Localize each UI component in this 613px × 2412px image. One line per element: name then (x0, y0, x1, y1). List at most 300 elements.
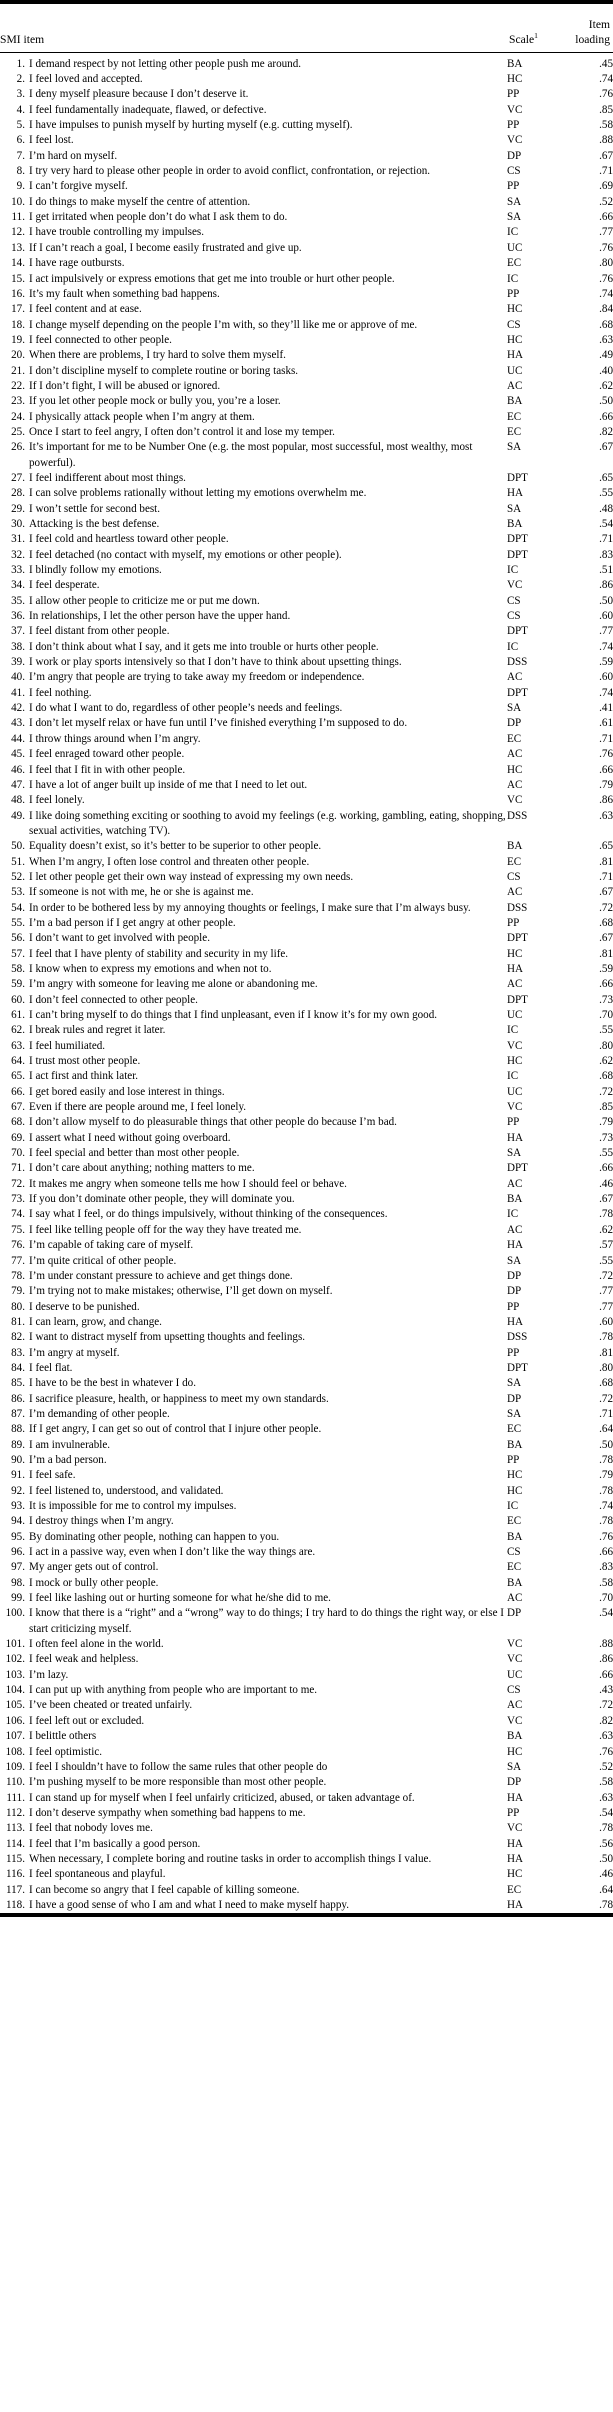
item-cell (0, 1760, 507, 1775)
item-text: I feel that I’m basically a good person. (29, 1837, 201, 1850)
item-text: If you let other people mock or bully you, you’re a loser. (29, 395, 281, 408)
loading-cell: .86 (599, 579, 613, 592)
table-row (0, 425, 613, 440)
loading-cell: .80 (599, 257, 613, 270)
table-row (0, 1468, 613, 1483)
item-line (0, 1131, 507, 1146)
loading-cell: .78 (599, 1453, 613, 1466)
loading-cell: .63 (599, 1730, 613, 1743)
item-cell (0, 1898, 507, 1913)
table-row (0, 348, 613, 363)
scale-cell: HA (507, 1837, 524, 1850)
scale-cell: VC (507, 579, 523, 592)
item-number: 104. (5, 1684, 25, 1697)
item-cell (0, 53, 507, 72)
table-row (0, 517, 613, 532)
loading-cell: .76 (599, 1530, 613, 1543)
loading-cell: .65 (599, 471, 613, 484)
item-text: In relationships, I let the other person have the upper hand. (29, 610, 291, 623)
item-cell (0, 502, 507, 517)
item-text: If someone is not with me, he or she is against me. (29, 886, 254, 899)
item-number: 83. (11, 1346, 25, 1359)
scale-cell: EC (507, 855, 522, 868)
item-text: I feel weak and helpless. (29, 1653, 139, 1666)
item-text: I’m lazy. (29, 1668, 69, 1681)
item-line (0, 1422, 507, 1437)
table-row (0, 502, 613, 517)
item-number: 118. (5, 1898, 25, 1911)
bottom-rule-row (0, 1913, 613, 1917)
loading-cell: .54 (599, 1806, 613, 1819)
scale-cell: VC (507, 1714, 523, 1727)
loading-cell: .83 (599, 1561, 613, 1574)
loading-cell: .58 (599, 119, 613, 132)
item-number: 115. (5, 1852, 25, 1865)
item-line (0, 594, 507, 609)
scale-footnote-marker: 1 (534, 31, 538, 41)
item-number: 68. (11, 1116, 25, 1129)
item-text: I feel enraged toward other people. (29, 748, 185, 761)
item-number: 24. (11, 410, 25, 423)
scale-cell: UC (507, 1668, 523, 1681)
loading-cell: .62 (599, 1223, 613, 1236)
item-text: I let other people get their own way instead of expressing my own needs. (29, 870, 354, 883)
item-cell (0, 1668, 507, 1683)
item-line (0, 1254, 507, 1269)
table-row (0, 1560, 613, 1575)
loading-cell: .82 (599, 425, 613, 438)
scale-cell: PP (507, 1300, 520, 1313)
scale-cell: HA (507, 1131, 524, 1144)
item-number: 103. (5, 1668, 25, 1681)
loading-cell: .68 (599, 1377, 613, 1390)
item-number: 11. (11, 211, 25, 224)
scale-cell: HA (507, 487, 524, 500)
item-number: 35. (11, 594, 25, 607)
item-number: 20. (11, 349, 25, 362)
loading-cell: .79 (599, 1116, 613, 1129)
item-number: 100. (5, 1607, 25, 1620)
scale-cell: UC (507, 1009, 523, 1021)
item-line (0, 1560, 507, 1575)
item-cell (0, 425, 507, 440)
scale-cell: HC (507, 1868, 523, 1881)
loading-cell: .66 (599, 410, 613, 423)
item-text: Once I start to feel angry, I often don’t control it and lose my temper. (29, 425, 335, 438)
loading-cell: .84 (599, 303, 613, 316)
item-number: 30. (11, 518, 25, 530)
item-cell (0, 348, 507, 363)
item-text: I don’t think about what I say, and it gets me into trouble or hurts other people. (29, 640, 379, 653)
item-cell (0, 916, 507, 931)
scale-cell: DP (507, 149, 522, 162)
scale-cell: CS (507, 1546, 521, 1559)
item-text: I act impulsively or express emotions that get me into trouble or hurt other people. (29, 272, 395, 285)
item-text: I feel humiliated. (29, 1039, 106, 1052)
table-row (0, 747, 613, 762)
item-line (0, 1100, 507, 1115)
scale-cell: PP (507, 1116, 520, 1129)
item-cell (0, 640, 507, 655)
item-number: 53. (11, 886, 25, 899)
table-row (0, 1392, 613, 1407)
loading-cell: .74 (599, 287, 613, 300)
scale-cell: IC (507, 1208, 519, 1221)
table-row (0, 732, 613, 747)
item-cell (0, 732, 507, 747)
loading-cell: .49 (599, 349, 613, 362)
item-number: 23. (11, 395, 25, 408)
item-number: 38. (11, 640, 25, 653)
item-number: 111. (6, 1791, 25, 1804)
table-row (0, 53, 613, 72)
item-line (0, 1698, 507, 1713)
loading-cell: .67 (599, 441, 613, 454)
item-number: 32. (11, 548, 25, 561)
item-number: 15. (11, 272, 25, 285)
loading-cell: .66 (599, 211, 613, 224)
loading-cell: .85 (599, 103, 613, 116)
table-row (0, 548, 613, 563)
item-text: I sacrifice pleasure, health, or happiness to meet my own standards. (29, 1392, 329, 1405)
item-line (0, 57, 507, 72)
item-number: 66. (11, 1085, 25, 1098)
item-number: 56. (11, 932, 25, 945)
item-number: 116. (5, 1868, 25, 1881)
item-text: I feel special and better than most other people. (29, 1147, 240, 1160)
table-row (0, 609, 613, 624)
item-line (0, 118, 507, 133)
item-text: I don’t allow myself to do pleasurable things that other people do because I’m bad. (29, 1116, 397, 1129)
item-text: I allow other people to criticize me or put me down. (29, 594, 260, 607)
item-number: 97. (11, 1561, 25, 1574)
loading-cell: .55 (599, 487, 613, 500)
item-number: 72. (11, 1177, 25, 1190)
column-header-scale (507, 17, 555, 52)
item-cell (0, 272, 507, 287)
item-number: 117. (5, 1883, 25, 1896)
item-text: Attacking is the best defense. (29, 518, 160, 530)
item-number: 43. (11, 717, 25, 730)
table-row (0, 149, 613, 164)
table-row (0, 333, 613, 348)
loading-cell: .48 (599, 502, 613, 515)
loading-cell: .46 (599, 1868, 613, 1881)
loading-cell: .60 (599, 610, 613, 623)
item-number: 82. (11, 1331, 25, 1344)
item-cell (0, 195, 507, 210)
loading-cell: .52 (599, 1760, 613, 1773)
loading-cell: .76 (599, 272, 613, 285)
item-text: I deny myself pleasure because I don’t deserve it. (29, 88, 249, 101)
item-line (0, 548, 507, 563)
item-text: I demand respect by not letting other people push me around. (29, 57, 302, 70)
item-line (0, 394, 507, 409)
loading-cell: .71 (599, 732, 613, 745)
scale-cell: HC (507, 763, 523, 776)
item-cell (0, 1146, 507, 1161)
item-text: I feel lost. (29, 134, 74, 147)
table-row (0, 272, 613, 287)
table-row (0, 302, 613, 317)
table-row (0, 133, 613, 148)
scale-cell: HA (507, 349, 524, 362)
loading-cell: .73 (599, 993, 613, 1006)
scale-cell: BA (507, 395, 523, 408)
item-number: 101. (5, 1638, 25, 1651)
item-cell (0, 609, 507, 624)
item-cell (0, 763, 507, 778)
item-cell (0, 133, 507, 148)
table-row (0, 1054, 613, 1069)
scale-cell: CS (507, 1684, 521, 1697)
item-number: 41. (11, 686, 25, 699)
loading-cell: .74 (599, 1500, 613, 1512)
item-cell (0, 1714, 507, 1729)
item-line (0, 1714, 507, 1729)
table-row (0, 1499, 613, 1514)
item-cell (0, 1576, 507, 1591)
item-cell (0, 118, 507, 133)
item-cell (0, 563, 507, 578)
loading-cell: .70 (599, 1009, 613, 1021)
loading-cell: .81 (599, 1346, 613, 1359)
scale-cell: AC (507, 1592, 523, 1605)
item-number: 45. (11, 748, 25, 761)
item-text: In order to be bothered less by my annoying thoughts or feelings, I make sure that I’m always busy. (29, 901, 471, 914)
loading-cell: .55 (599, 1147, 613, 1160)
item-cell (0, 793, 507, 808)
table-row (0, 364, 613, 379)
item-cell (0, 901, 507, 916)
item-line (0, 993, 507, 1008)
table-row (0, 1100, 613, 1115)
item-line (0, 1284, 507, 1299)
item-text: I act in a passive way, even when I don’t like the way things are. (29, 1546, 316, 1559)
table-row (0, 532, 613, 547)
bottom-rule (0, 1913, 613, 1917)
table-body (0, 53, 613, 1914)
loading-cell: .46 (599, 1177, 613, 1190)
item-number: 4. (16, 103, 25, 116)
scale-cell: VC (507, 103, 523, 116)
item-number: 55. (11, 916, 25, 929)
table-row (0, 287, 613, 302)
item-number: 62. (11, 1024, 25, 1037)
item-text: I feel listened to, understood, and validated. (29, 1484, 224, 1497)
loading-cell: .58 (599, 1576, 613, 1589)
item-line (0, 1438, 507, 1453)
item-cell (0, 855, 507, 870)
item-text: I can become so angry that I feel capable of killing someone. (29, 1883, 300, 1896)
item-line (0, 1207, 507, 1222)
item-number: 79. (11, 1285, 25, 1298)
scale-cell: EC (507, 257, 522, 270)
scale-cell: SA (507, 1147, 522, 1160)
item-number: 75. (11, 1223, 25, 1236)
loading-cell: .66 (599, 1668, 613, 1681)
scale-cell: DSS (507, 656, 528, 669)
scale-cell: EC (507, 425, 522, 438)
loading-cell: .52 (599, 195, 613, 208)
scale-cell: UC (507, 1085, 523, 1098)
item-cell (0, 1238, 507, 1253)
item-text: I feel that I fit in with other people. (29, 763, 186, 776)
item-text: I feel indifferent about most things. (29, 471, 186, 484)
item-line (0, 578, 507, 593)
loading-cell: .76 (599, 241, 613, 254)
item-text: I know when to express my emotions and when not to. (29, 962, 272, 975)
scale-cell: DP (507, 1607, 522, 1620)
item-text: I throw things around when I’m angry. (29, 732, 201, 745)
item-text: Equality doesn’t exist, so it’s better to be superior to other people. (29, 840, 322, 853)
item-line (0, 333, 507, 348)
table-row (0, 1146, 613, 1161)
item-number: 42. (11, 702, 25, 715)
table-row (0, 1376, 613, 1391)
item-cell (0, 1069, 507, 1084)
item-number: 96. (11, 1546, 25, 1559)
item-number: 60. (11, 993, 25, 1006)
item-cell (0, 993, 507, 1008)
item-text: I feel nothing. (29, 686, 92, 699)
column-header-loading-line1: Item (588, 18, 610, 31)
loading-cell: .62 (599, 379, 613, 392)
item-cell (0, 778, 507, 793)
item-line (0, 1745, 507, 1760)
loading-cell: .80 (599, 1361, 613, 1374)
item-number: 22. (11, 379, 25, 392)
item-line (0, 1791, 507, 1806)
item-line (0, 1023, 507, 1038)
scale-cell: HC (507, 1055, 523, 1068)
item-text: I change myself depending on the people I’m with, so they’ll like me or approve of me. (29, 318, 418, 331)
loading-cell: .59 (599, 656, 613, 669)
scale-cell: SA (507, 195, 522, 208)
item-number: 50. (11, 840, 25, 853)
scale-cell: DPT (507, 932, 528, 945)
item-line (0, 364, 507, 379)
item-cell (0, 486, 507, 501)
scale-cell: BA (507, 840, 523, 853)
scale-cell: SA (507, 1254, 522, 1267)
loading-cell: .77 (599, 625, 613, 638)
loading-cell: .66 (599, 1162, 613, 1175)
item-number: 108. (5, 1745, 25, 1758)
table-row (0, 778, 613, 793)
loading-cell: .58 (599, 1776, 613, 1789)
item-cell (0, 1039, 507, 1054)
item-number: 69. (11, 1131, 25, 1144)
loading-cell: .66 (599, 763, 613, 776)
item-text: It is impossible for me to control my impulses. (29, 1500, 237, 1512)
item-cell (0, 1852, 507, 1867)
loading-cell: .78 (599, 1208, 613, 1221)
loading-cell: .60 (599, 671, 613, 684)
item-text: I can’t forgive myself. (29, 180, 128, 193)
item-cell (0, 1115, 507, 1130)
item-line (0, 1468, 507, 1483)
item-number: 64. (11, 1055, 25, 1068)
item-cell (0, 1821, 507, 1836)
item-line (0, 1039, 507, 1054)
item-text: I do what I want to do, regardless of other people’s needs and feelings. (29, 702, 343, 715)
item-line (0, 640, 507, 655)
table-row (0, 763, 613, 778)
table-row (0, 1837, 613, 1852)
item-number: 95. (11, 1530, 25, 1543)
loading-cell: .78 (599, 1484, 613, 1497)
item-number: 6. (16, 134, 25, 147)
item-cell (0, 1698, 507, 1713)
item-line (0, 1069, 507, 1084)
item-text: I say what I feel, or do things impulsively, without thinking of the consequences. (29, 1208, 388, 1221)
item-text: I do things to make myself the centre of attention. (29, 195, 251, 208)
item-text: I’ve been cheated or treated unfairly. (29, 1699, 193, 1712)
item-line (0, 732, 507, 747)
item-cell (0, 1806, 507, 1821)
item-cell (0, 1422, 507, 1437)
table-row (0, 686, 613, 701)
loading-cell: .67 (599, 1193, 613, 1206)
item-number: 88. (11, 1423, 25, 1436)
item-line (0, 609, 507, 624)
table-row (0, 241, 613, 256)
table-row (0, 1898, 613, 1913)
table-row (0, 1238, 613, 1253)
item-line (0, 793, 507, 808)
scale-cell: VC (507, 1822, 523, 1835)
table-row (0, 1576, 613, 1591)
item-number: 65. (11, 1070, 25, 1083)
scale-cell: BA (507, 1530, 523, 1543)
item-text: I’m angry that people are trying to take away my freedom or independence. (29, 671, 365, 684)
table-row (0, 947, 613, 962)
item-text: I don’t care about anything; nothing matters to me. (29, 1162, 255, 1175)
table-row (0, 1115, 613, 1130)
item-text: I often feel alone in the world. (29, 1638, 164, 1651)
item-line (0, 778, 507, 793)
loading-cell: .79 (599, 1469, 613, 1482)
scale-cell: DP (507, 1392, 522, 1405)
item-cell (0, 1791, 507, 1806)
item-number: 78. (11, 1269, 25, 1282)
item-text: I’m a bad person. (29, 1453, 107, 1466)
table-row (0, 1683, 613, 1698)
item-line (0, 763, 507, 778)
item-line (0, 348, 507, 363)
item-line (0, 486, 507, 501)
item-cell (0, 870, 507, 885)
table-row (0, 1438, 613, 1453)
scale-cell: PP (507, 1453, 520, 1466)
item-line (0, 1837, 507, 1852)
item-number: 8. (16, 165, 25, 178)
loading-cell: .40 (599, 364, 613, 377)
item-cell (0, 962, 507, 977)
item-number: 80. (11, 1300, 25, 1313)
item-number: 13. (11, 241, 25, 254)
item-cell (0, 578, 507, 593)
table-row (0, 1698, 613, 1713)
table-row (0, 1852, 613, 1867)
item-text: I feel distant from other people. (29, 625, 170, 638)
item-cell (0, 1254, 507, 1269)
item-line (0, 103, 507, 118)
item-cell (0, 225, 507, 240)
table-row (0, 655, 613, 670)
item-cell (0, 241, 507, 256)
